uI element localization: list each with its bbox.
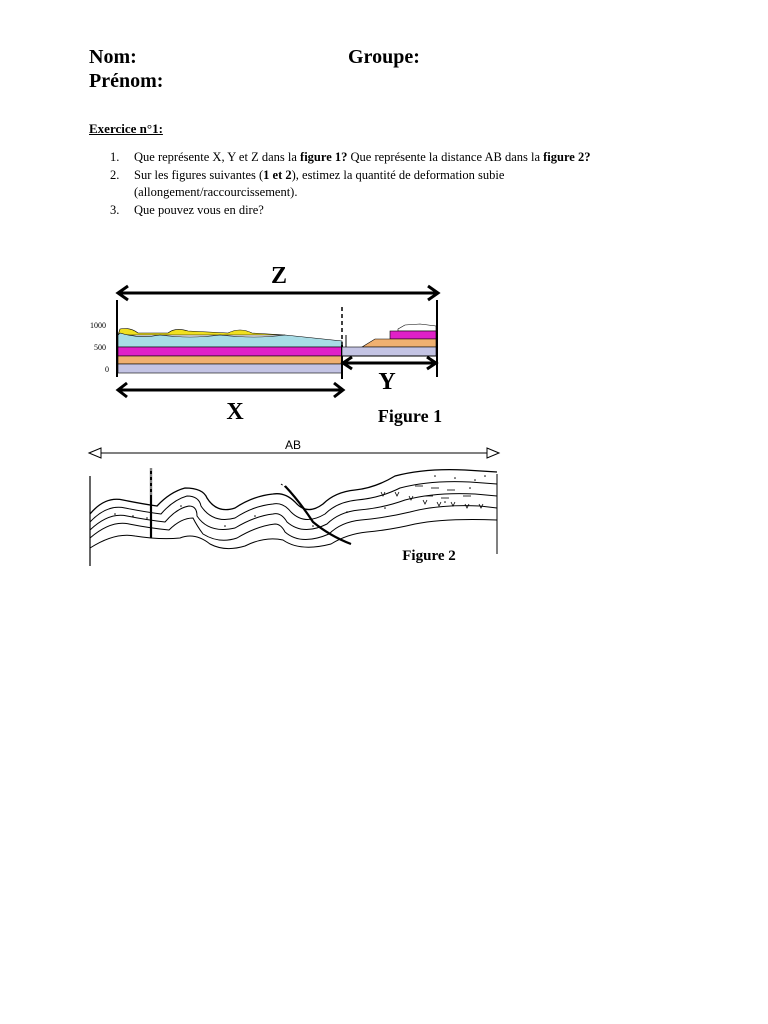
prenom-label: Prénom: xyxy=(89,70,164,92)
figure-2-caption: Figure 2 xyxy=(402,548,456,564)
z-label: Z xyxy=(270,263,288,289)
question-text: ), estimez la quantité de deformation subie xyxy=(291,168,505,182)
exercise-title: Exercice n°1: xyxy=(89,121,163,136)
question-text: (allongement/raccourcissement). xyxy=(134,185,298,199)
ab-arrow-right-head xyxy=(487,448,499,458)
figure-2-diagram xyxy=(85,436,505,570)
lavender-layer-right xyxy=(342,347,436,356)
magenta-layer-right xyxy=(390,331,436,339)
question-bold: figure 2? xyxy=(543,150,591,164)
yellow-layer xyxy=(118,329,285,336)
white-layer xyxy=(398,324,436,331)
question-text: Que représente X, Y et Z dans la xyxy=(134,150,301,164)
orange-layer-right xyxy=(362,339,436,347)
x-label: X xyxy=(226,399,244,425)
question-number: 3. xyxy=(110,203,120,217)
figure-1-caption: Figure 1 xyxy=(377,406,443,426)
figure-1-diagram xyxy=(80,255,480,435)
question-number: 1. xyxy=(110,150,120,164)
tick-500: 500 xyxy=(94,343,106,352)
question-number: 2. xyxy=(110,168,120,182)
ab-arrow-left-head xyxy=(89,448,101,458)
groupe-label: Groupe: xyxy=(348,46,420,68)
question-text: Sur les figures suivantes ( xyxy=(134,168,264,182)
tick-0: 0 xyxy=(105,365,109,374)
question-text: Que pouvez vous en dire? xyxy=(134,203,264,217)
tick-1000: 1000 xyxy=(90,321,106,330)
ab-label: AB xyxy=(284,438,302,452)
y-label: Y xyxy=(378,369,396,395)
question-bold: figure 1? xyxy=(300,150,348,164)
magenta-layer xyxy=(118,347,342,356)
lavender-layer xyxy=(118,364,342,373)
nom-label: Nom: xyxy=(89,46,137,68)
orange-layer xyxy=(118,356,342,364)
question-bold: 1 et 2 xyxy=(263,168,292,182)
question-text: Que représente la distance AB dans la xyxy=(347,150,544,164)
question-list xyxy=(110,149,670,229)
